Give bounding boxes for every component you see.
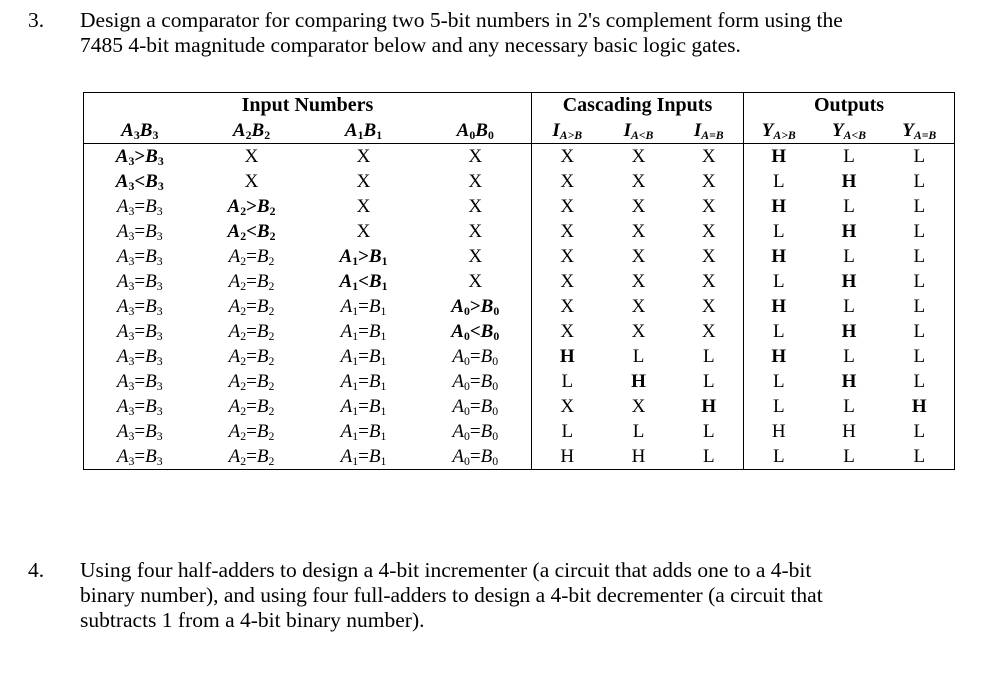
table-cell: $A_1=B_1$ bbox=[340, 396, 387, 418]
column-header: $Y_{A<B}$ bbox=[814, 118, 885, 144]
table-cell: X bbox=[532, 194, 603, 219]
table-cell: L bbox=[843, 396, 855, 417]
table-cell: H bbox=[631, 371, 646, 392]
table-cell: X bbox=[631, 171, 646, 192]
table-cell: X bbox=[701, 271, 716, 292]
table-cell: $A_0=B_0$ bbox=[452, 371, 499, 393]
column-header: $A_0B_0$ bbox=[420, 118, 532, 144]
table-cell: $A_2=B_2$ bbox=[228, 346, 275, 368]
table-row bbox=[84, 344, 955, 369]
table-cell: $A_1<B_1$ bbox=[339, 271, 388, 293]
table-cell: X bbox=[468, 271, 483, 292]
table-cell: L bbox=[913, 371, 926, 392]
table-row bbox=[84, 419, 955, 444]
table-row bbox=[84, 394, 955, 419]
table-row bbox=[84, 144, 955, 170]
table-cell: X bbox=[532, 144, 603, 170]
table-cell: X bbox=[631, 146, 646, 167]
table-cell: $A_2>B_2$ bbox=[227, 196, 276, 218]
question-3-text bbox=[80, 8, 970, 58]
table-cell: $A_0=B_0$ bbox=[452, 446, 499, 468]
table-cell: L bbox=[843, 446, 855, 467]
table-cell: H bbox=[842, 421, 856, 442]
table-cell: H bbox=[841, 221, 857, 242]
table-cell: L bbox=[744, 319, 814, 344]
table-cell: $A_0<B_0$ bbox=[451, 321, 500, 343]
question-4-text bbox=[80, 558, 970, 633]
table-cell: L bbox=[913, 446, 926, 467]
table-cell: $A_1=B_1$ bbox=[340, 421, 387, 443]
question-4-line: binary number), and using four full-adders to design a 4-bit decrementer (a circuit that bbox=[80, 583, 823, 607]
table-cell: L bbox=[913, 146, 926, 167]
table-cell: X bbox=[631, 321, 646, 342]
table-cell: H bbox=[744, 194, 814, 219]
table-cell: L bbox=[632, 421, 645, 442]
table-cell: L bbox=[913, 196, 926, 217]
table-cell: X bbox=[631, 221, 646, 242]
table-cell: $A_3=B_3$ bbox=[116, 271, 163, 293]
group-header-input-numbers: Input Numbers bbox=[241, 94, 374, 116]
table-cell: X bbox=[701, 171, 716, 192]
column-header: $A_3B_3$ bbox=[84, 118, 196, 144]
table-cell: $A_2=B_2$ bbox=[228, 296, 275, 318]
table-cell: $A_3>B_3$ bbox=[115, 146, 164, 168]
table-cell: $A_1>B_1$ bbox=[339, 246, 388, 268]
table-cell: H bbox=[744, 294, 814, 319]
table-cell: L bbox=[532, 369, 603, 394]
table-cell: $A_3=B_3$ bbox=[116, 346, 163, 368]
table-cell: $A_0=B_0$ bbox=[452, 346, 499, 368]
table-cell: X bbox=[701, 296, 716, 317]
table-cell: H bbox=[532, 444, 603, 470]
table-cell: $A_3=B_3$ bbox=[116, 196, 163, 218]
comparator-truth-table bbox=[83, 92, 955, 470]
table-cell: H bbox=[911, 396, 927, 417]
question-3-line: 7485 4-bit magnitude comparator below and any necessary basic logic gates. bbox=[80, 33, 741, 57]
table-row bbox=[84, 294, 955, 319]
table-cell: X bbox=[631, 271, 646, 292]
table-cell: $A_0=B_0$ bbox=[452, 396, 499, 418]
table-cell: L bbox=[702, 346, 715, 367]
table-row bbox=[84, 169, 955, 194]
table-cell: H bbox=[744, 344, 814, 369]
table-cell: L bbox=[913, 271, 926, 292]
table-cell: X bbox=[532, 169, 603, 194]
table-cell: $A_2=B_2$ bbox=[228, 321, 275, 343]
table-cell: X bbox=[468, 196, 483, 217]
table-row bbox=[84, 369, 955, 394]
table-cell: X bbox=[532, 244, 603, 269]
table-cell: X bbox=[356, 146, 371, 167]
table-cell: X bbox=[356, 196, 371, 217]
table-cell: L bbox=[702, 421, 715, 442]
question-4-line: Using four half-adders to design a 4-bit incrementer (a circuit that adds one to a 4-bit bbox=[80, 558, 812, 582]
table-cell: H bbox=[841, 171, 857, 192]
group-header-cascading-inputs: Cascading Inputs bbox=[532, 93, 744, 119]
table-cell: L bbox=[913, 346, 926, 367]
table-cell: L bbox=[843, 296, 855, 317]
column-header: $A_2B_2$ bbox=[196, 118, 308, 144]
table-cell: L bbox=[632, 346, 645, 367]
table-cell: $A_3<B_3$ bbox=[115, 171, 164, 193]
table-cell: X bbox=[631, 396, 646, 417]
table-row bbox=[84, 269, 955, 294]
table-cell: X bbox=[468, 146, 483, 167]
table-cell: L bbox=[843, 346, 855, 367]
table-row bbox=[84, 319, 955, 344]
table-cell: X bbox=[631, 196, 646, 217]
table-cell: X bbox=[701, 321, 716, 342]
table-row bbox=[84, 194, 955, 219]
column-header: $I_{A>B}$ bbox=[532, 118, 603, 144]
table-cell: X bbox=[244, 171, 259, 192]
table-cell: $A_1=B_1$ bbox=[340, 346, 387, 368]
column-header: $A_1B_1$ bbox=[308, 118, 420, 144]
table-cell: H bbox=[744, 244, 814, 269]
table-cell: X bbox=[532, 294, 603, 319]
table-cell: X bbox=[701, 246, 716, 267]
table-cell: $A_1=B_1$ bbox=[340, 371, 387, 393]
table-row bbox=[84, 244, 955, 269]
table-cell: $A_3=B_3$ bbox=[116, 321, 163, 343]
table-cell: L bbox=[843, 196, 855, 217]
table-cell: $A_0=B_0$ bbox=[452, 421, 499, 443]
table-cell: $A_3=B_3$ bbox=[116, 446, 163, 468]
table-cell: H bbox=[744, 144, 814, 170]
table-cell: L bbox=[744, 269, 814, 294]
table-cell: L bbox=[843, 146, 855, 167]
table-cell: L bbox=[532, 419, 603, 444]
table-cell: L bbox=[913, 171, 926, 192]
table-cell: L bbox=[702, 446, 715, 467]
table-cell: $A_2=B_2$ bbox=[228, 446, 275, 468]
table-cell: X bbox=[701, 146, 716, 167]
table-cell: X bbox=[468, 246, 483, 267]
table-cell: H bbox=[631, 446, 646, 467]
table-cell: $A_2=B_2$ bbox=[228, 396, 275, 418]
table-cell: X bbox=[356, 221, 371, 242]
table-row bbox=[84, 444, 955, 470]
column-header: $I_{A=B}$ bbox=[675, 118, 744, 144]
table-cell: H bbox=[841, 321, 857, 342]
table-cell: $A_2=B_2$ bbox=[228, 371, 275, 393]
group-header-outputs: Outputs bbox=[744, 93, 955, 119]
table-cell: $A_1=B_1$ bbox=[340, 321, 387, 343]
table-cell: L bbox=[744, 369, 814, 394]
question-4-number: 4. bbox=[28, 558, 45, 582]
column-header-row bbox=[84, 118, 955, 144]
table-cell: L bbox=[913, 246, 926, 267]
table-cell: L bbox=[913, 221, 926, 242]
table-cell: $A_1=B_1$ bbox=[340, 446, 387, 468]
table-cell: $A_3=B_3$ bbox=[116, 396, 163, 418]
table-cell: $A_3=B_3$ bbox=[116, 246, 163, 268]
table-cell: X bbox=[532, 219, 603, 244]
table-cell: $A_3=B_3$ bbox=[116, 371, 163, 393]
table-cell: $A_2<B_2$ bbox=[227, 221, 276, 243]
table-cell: X bbox=[468, 171, 483, 192]
question-3-line: Design a comparator for comparing two 5-bit numbers in 2's complement form using the bbox=[80, 8, 843, 32]
table-cell: L bbox=[744, 444, 814, 470]
table-cell: X bbox=[701, 196, 716, 217]
table-cell: X bbox=[532, 269, 603, 294]
table-cell: X bbox=[244, 146, 259, 167]
table-cell: L bbox=[744, 219, 814, 244]
table-cell: $A_1=B_1$ bbox=[340, 296, 387, 318]
table-cell: L bbox=[744, 169, 814, 194]
table-cell: $A_3=B_3$ bbox=[116, 421, 163, 443]
table-cell: L bbox=[702, 371, 715, 392]
table-cell: H bbox=[532, 344, 603, 369]
table-cell: X bbox=[356, 171, 371, 192]
table-cell: L bbox=[913, 296, 926, 317]
table-cell: $A_0>B_0$ bbox=[451, 296, 500, 318]
table-cell: L bbox=[913, 421, 926, 442]
table-cell: X bbox=[701, 221, 716, 242]
table-cell: $A_2=B_2$ bbox=[228, 246, 275, 268]
table-cell: X bbox=[532, 394, 603, 419]
table-cell: $A_3=B_3$ bbox=[116, 221, 163, 243]
table-cell: H bbox=[744, 419, 814, 444]
table-cell: L bbox=[843, 246, 855, 267]
column-header: $Y_{A=B}$ bbox=[885, 118, 955, 144]
table-cell: L bbox=[913, 321, 926, 342]
question-3-number: 3. bbox=[28, 8, 45, 32]
table-cell: $A_2=B_2$ bbox=[228, 271, 275, 293]
table-row bbox=[84, 219, 955, 244]
table-cell: H bbox=[841, 371, 857, 392]
table-cell: $A_3=B_3$ bbox=[116, 296, 163, 318]
column-header: $Y_{A>B}$ bbox=[744, 118, 814, 144]
table-cell: H bbox=[841, 271, 857, 292]
column-header: $I_{A<B}$ bbox=[603, 118, 675, 144]
table-cell: X bbox=[532, 319, 603, 344]
truth-table-body bbox=[84, 144, 955, 470]
question-4-line: subtracts 1 from a 4-bit binary number). bbox=[80, 608, 425, 632]
table-cell: H bbox=[701, 396, 717, 417]
table-cell: X bbox=[468, 221, 483, 242]
table-cell: X bbox=[631, 296, 646, 317]
table-cell: L bbox=[744, 394, 814, 419]
table-cell: $A_2=B_2$ bbox=[228, 421, 275, 443]
table-cell: X bbox=[631, 246, 646, 267]
